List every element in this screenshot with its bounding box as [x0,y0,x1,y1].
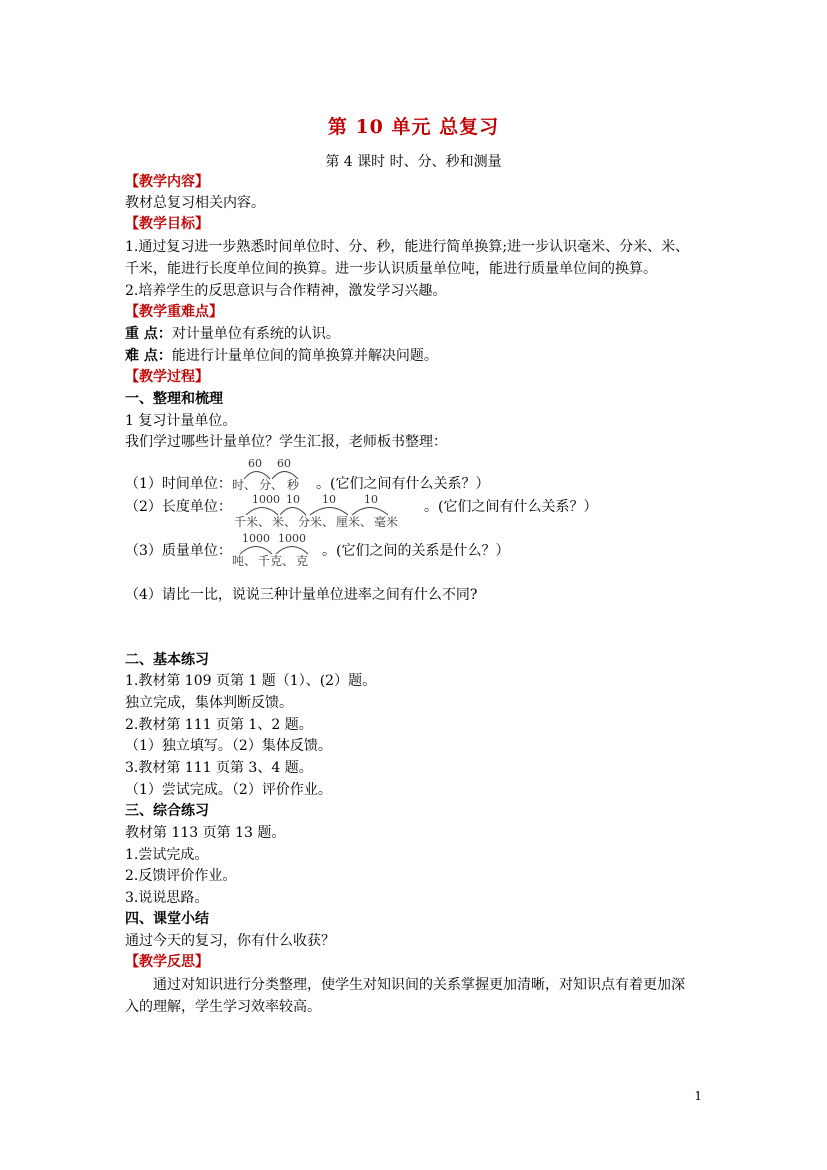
part2-heading: 二、基本练习 [125,652,209,668]
mass-units-label: （3）质量单位： [125,543,232,559]
separator: 、 [271,478,284,492]
part3-line-3: 2.反馈评价作业。 [125,868,237,884]
unit-label: 吨 [232,554,245,568]
unit-label: 千克 [258,554,283,568]
separator: 、 [258,515,271,529]
rate-label: 10 [322,493,336,506]
question-4: （4）请比一比，说说三种计量单位进率之间有什么不同? [125,587,478,603]
part3-line-2: 1.尝试完成。 [125,847,209,863]
key-point-text: 对计量单位有系统的认识。 [171,326,340,342]
time-unit-ladder [232,458,322,494]
unit-label: 厘米 [336,515,361,529]
unit-label: 克 [296,554,309,568]
rate-label: 10 [364,493,378,506]
difficulty-label: 难 点： [125,348,172,364]
content-text: 教材总复习相关内容。 [125,195,265,211]
separator: 、 [282,554,295,568]
part4-line-1: 通过今天的复习，你有什么收获？ [125,933,335,949]
reflection-line-2: 入的理解，学生学习效率较高。 [125,999,321,1015]
reflection-line-1: 通过对知识进行分类整理，使学生对知识间的关系掌握更加清晰，对知识点有着更加深 [153,977,685,993]
difficulty-line [125,346,438,366]
page-number: 1 [694,1089,702,1103]
separator: 、 [322,515,335,529]
difficulty-text: 能进行计量单位间的简单换算并解决问题。 [171,348,438,364]
separator: 、 [244,554,257,568]
lesson-subtitle: 第 4 课时 时、分、秒和测量 [325,154,502,170]
goal-line-1a: 1.通过复习进一步熟悉时间单位时、分、秒，能进行简单换算;进一步认识毫米、分米、米、 [125,239,690,255]
mass-units-question: 。(它们之间的关系是什么？） [322,543,510,559]
length-units-question: 。(它们之间有什么关系？） [424,499,598,515]
key-point-label: 重 点： [125,326,172,342]
length-unit-ladder [232,494,412,530]
mass-unit-ladder [232,533,332,569]
separator: 、 [284,515,297,529]
key-point-line [125,324,340,344]
rate-label: 10 [286,493,300,506]
time-units-label: （1）时间单位： [125,476,232,492]
part2-line-4: （1）独立填写。（2）集体反馈。 [125,738,332,754]
goal-line-2: 2.培养学生的反思意识与合作精神，激发学习兴趣。 [125,283,447,299]
part1-line-2: 我们学过哪些计量单位？学生汇报，老师板书整理： [125,434,447,450]
time-units-question: 。(它们之间有什么关系？） [316,476,490,492]
key-difficulty-heading: 【教学重难点】 [125,304,223,320]
part2-line-1: 1.教材第 109 页第 1 题（1）、(2）题。 [125,673,377,689]
part2-line-5: 3.教材第 111 页第 3、4 题。 [125,760,313,776]
part3-line-1: 教材第 113 页第 13 题。 [125,825,286,841]
content-heading: 【教学内容】 [125,174,209,190]
rate-label: 60 [277,457,291,470]
unit-label: 米 [272,515,285,529]
part2-line-2: 独立完成，集体判断反馈。 [125,695,293,711]
unit-label: 千米 [234,515,259,529]
part4-heading: 四、课堂小结 [125,911,209,927]
unit-label: 秒 [287,478,300,492]
unit-label: 时 [232,478,245,492]
rate-label: 1000 [278,532,306,545]
unit-label: 分米 [298,515,323,529]
length-units-label: （2）长度单位： [125,499,232,515]
part3-line-4: 3.说说思路。 [125,890,209,906]
separator: 、 [360,515,373,529]
unit-label: 分 [259,478,272,492]
process-heading: 【教学过程】 [125,369,209,385]
page-title: 第 10 单元 总复习 [327,116,500,138]
goal-line-1b: 千米，能进行长度单位间的换算。进一步认识质量单位吨，能进行质量单位间的换算。 [125,261,657,277]
part2-line-3: 2.教材第 111 页第 1、2 题。 [125,717,313,733]
rate-label: 1000 [242,532,270,545]
part2-line-6: （1）尝试完成。（2）评价作业。 [125,782,332,798]
part1-line-1: 1 复习计量单位。 [125,413,237,429]
rate-label: 1000 [252,493,280,506]
part3-heading: 三、综合练习 [125,803,209,819]
rate-label: 60 [248,457,262,470]
goal-heading: 【教学目标】 [125,216,209,232]
reflection-heading: 【教学反思】 [125,954,209,970]
unit-label: 毫米 [374,515,399,529]
separator: 、 [244,478,257,492]
part1-heading: 一、整理和梳理 [125,391,223,407]
